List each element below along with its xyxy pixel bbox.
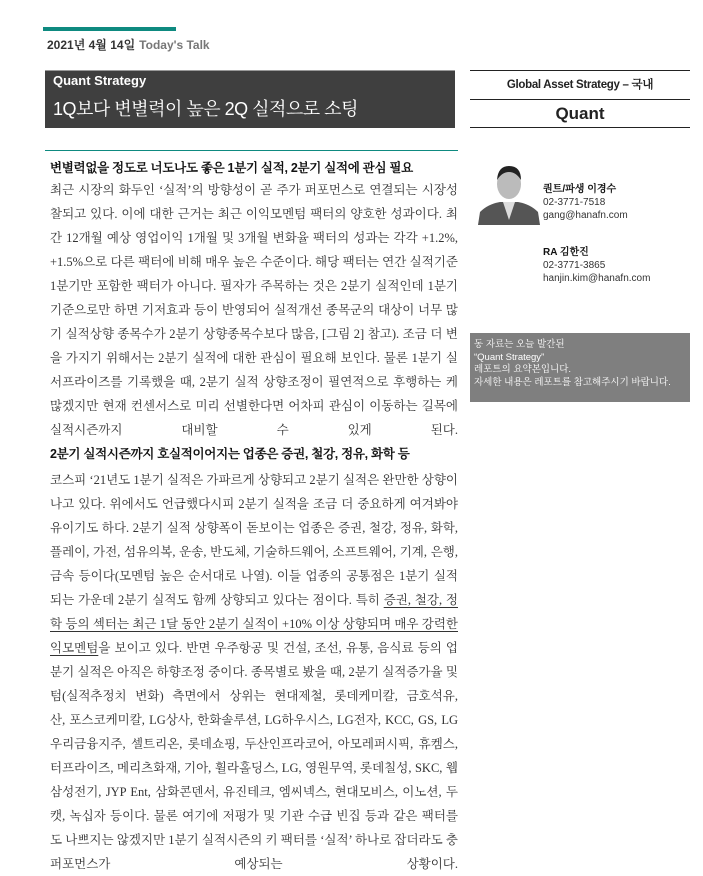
divider xyxy=(45,150,458,151)
analyst-name: RA 김한진 xyxy=(543,247,589,258)
report-category: Quant Strategy xyxy=(53,73,147,88)
body-line: 1분기만 포함한 팩터가 아니다. 필자가 주목하는 것은 2분기 실적인데 1분기 xyxy=(50,279,458,293)
series-name: Today's Talk xyxy=(139,38,210,52)
body-line xyxy=(50,588,458,612)
underlined-text: 익모멘텀 xyxy=(50,641,99,655)
body-line: 나고 있다. 위에서도 언급했다시피 2분기 실적을 조금 더 중요하게 여겨봐야 xyxy=(50,497,458,511)
analyst-email[interactable]: gang@hanafn.com xyxy=(543,210,628,221)
header-accent-bar xyxy=(43,27,176,31)
body-line: 기준으로만 하면 기저효과 등이 반영되어 실적개선 종목군의 대상이 너무 많 xyxy=(50,303,458,317)
body-line xyxy=(50,636,458,660)
body-line: 간 12개월 예상 영업이익 1개월 및 3개월 변화율 팩터의 성과는 각각 +1.2%, xyxy=(50,231,458,245)
body-line: 코스피 ‘21년도 1분기 실적은 가파르게 상향되고 2분기 실적은 완만한 상향이 xyxy=(50,473,458,487)
body-line: 삼성전기, JYP Ent, 삼화콘덴서, 유진테크, 엠씨넥스, 현대모비스, 이노션, 두 xyxy=(50,785,458,799)
note-line: “Quant Strategy” xyxy=(474,351,545,363)
analyst-card xyxy=(543,246,650,285)
section2-body xyxy=(50,468,458,876)
body-line: 캣, 녹십자 등이다. 물론 여기에 저평가 및 기관 수급 빈집 등과 같은 팩터를 xyxy=(50,809,458,823)
report-date xyxy=(47,36,210,53)
body-line: 우리금융지주, 셀트리온, 롯데쇼핑, 두산인프라코어, 아모레퍼시픽, 휴켐스, xyxy=(50,737,458,751)
analyst-photo xyxy=(478,160,540,225)
body-line: 플레이, 가전, 섬유의복, 운송, 반도체, 기술하드웨어, 소프트웨어, 기계, 은행, xyxy=(50,545,458,559)
analyst-phone: 02-3771-3865 xyxy=(543,260,606,271)
body-line: 많겠지만 현재 컨센서스로 미리 선별한다면 어차피 관심이 이동하는 길목에 xyxy=(50,399,458,413)
strategy-label: Global Asset Strategy – 국내 xyxy=(470,71,690,100)
date-text: 2021년 4월 14일 xyxy=(47,38,136,52)
report-title: 1Q보다 변별력이 높은 2Q 실적으로 소팅 xyxy=(53,99,358,119)
analyst-email[interactable]: hanjin.kim@hanafn.com xyxy=(543,273,651,284)
body-line: 기 실적상향 종목수가 2분기 상향종목수보다 많음, [그림 2] 참고). 조금 더 변 xyxy=(50,327,458,341)
underlined-line: 학 등의 섹터는 최근 1달 동안 2분기 실적이 +10% 이상 상향되며 매우 강력한 xyxy=(50,617,458,631)
note-line: 레포트의 요약본입니다. xyxy=(474,364,572,375)
body-line: +1.5%으로 다른 팩터에 비해 매우 높은 수준이다. 해당 팩터는 연간 실적기준 xyxy=(50,255,458,269)
analyst-name: 퀀트/파생 이경수 xyxy=(543,184,617,195)
body-line: 산, 포스코케미칼, LG상사, 한화솔루션, LG하우시스, LG전자, KCC, GS, LG xyxy=(50,713,458,727)
strategy-box xyxy=(470,70,690,128)
section1-body xyxy=(50,178,458,442)
body-line: 찰되고 있다. 이에 대한 근거는 최근 이익모멘텀 팩터의 양호한 성과이다. 최 xyxy=(50,207,458,221)
body-line: 서프라이즈를 기록했을 때, 2분기 실적 상향조정이 필연적으로 후행하는 케 xyxy=(50,375,458,389)
section1-heading: 변별력없을 정도로 너도나도 좋은 1분기 실적, 2분기 실적에 관심 필요 xyxy=(50,161,413,175)
section2-heading: 2분기 실적시즌까지 호실적이어지는 업종은 증권, 철강, 정유, 화학 등 xyxy=(50,447,410,461)
body-line: 분기 실적은 아직은 하향조정 중이다. 종목별로 봤을 때, 2분기 실적증가율 및 xyxy=(50,665,458,679)
title-banner xyxy=(45,70,455,128)
body-line: 을 가지기 위해서는 2분기 실적에 대한 관심이 필요해 보인다. 물론 1분기 실 xyxy=(50,351,458,365)
summary-note xyxy=(470,333,690,402)
note-line: 동 자료는 오늘 발간된 xyxy=(474,339,565,350)
underlined-text: 증권, 철강, 정 xyxy=(383,593,458,607)
topic-label: Quant xyxy=(555,104,605,123)
body-line: 유이기도 하다. 2분기 실적 상향폭이 돋보이는 업종은 증권, 철강, 정유, 화학, xyxy=(50,521,458,535)
body-line: 금속 등이다(모멘텀 높은 순서대로 나열). 이들 업종의 공통점은 1분기 실적 xyxy=(50,569,458,583)
body-line: 텀(실적추정치 변화) 측면에서 상위는 현대제철, 롯데케미칼, 금호석유, xyxy=(50,689,458,703)
analyst-card xyxy=(543,183,628,222)
line-text: 을 보이고 있다. 반면 우주항공 및 건설, 조선, 유통, 음식료 등의 업 xyxy=(98,641,458,655)
line-text: 되는 가운데 2분기 실적도 함께 상향되고 있다는 점이다. 특히 xyxy=(50,593,384,607)
body-line: 실적시즌까지 대비할 수 있게 된다. xyxy=(50,423,458,437)
body-line: 터프라이즈, 메리츠화재, 기아, 휠라홀딩스, LG, 영원무역, 롯데칠성, SKC, 웹 xyxy=(50,761,458,775)
body-line: 최근 시장의 화두인 ‘실적’의 방향성이 곧 주가 퍼포먼스로 연결되는 시장성 xyxy=(50,183,458,197)
note-line: 자세한 내용은 레포트를 참고해주시기 바랍니다. xyxy=(474,376,671,388)
body-line: 도 나쁘지는 않겠지만 1분기 실적시즌의 키 팩터를 ‘실적’ 하나로 잡더라도 충 xyxy=(50,833,458,847)
analyst-phone: 02-3771-7518 xyxy=(543,197,606,208)
body-line: 퍼포먼스가 예상되는 상황이다. xyxy=(50,857,458,871)
